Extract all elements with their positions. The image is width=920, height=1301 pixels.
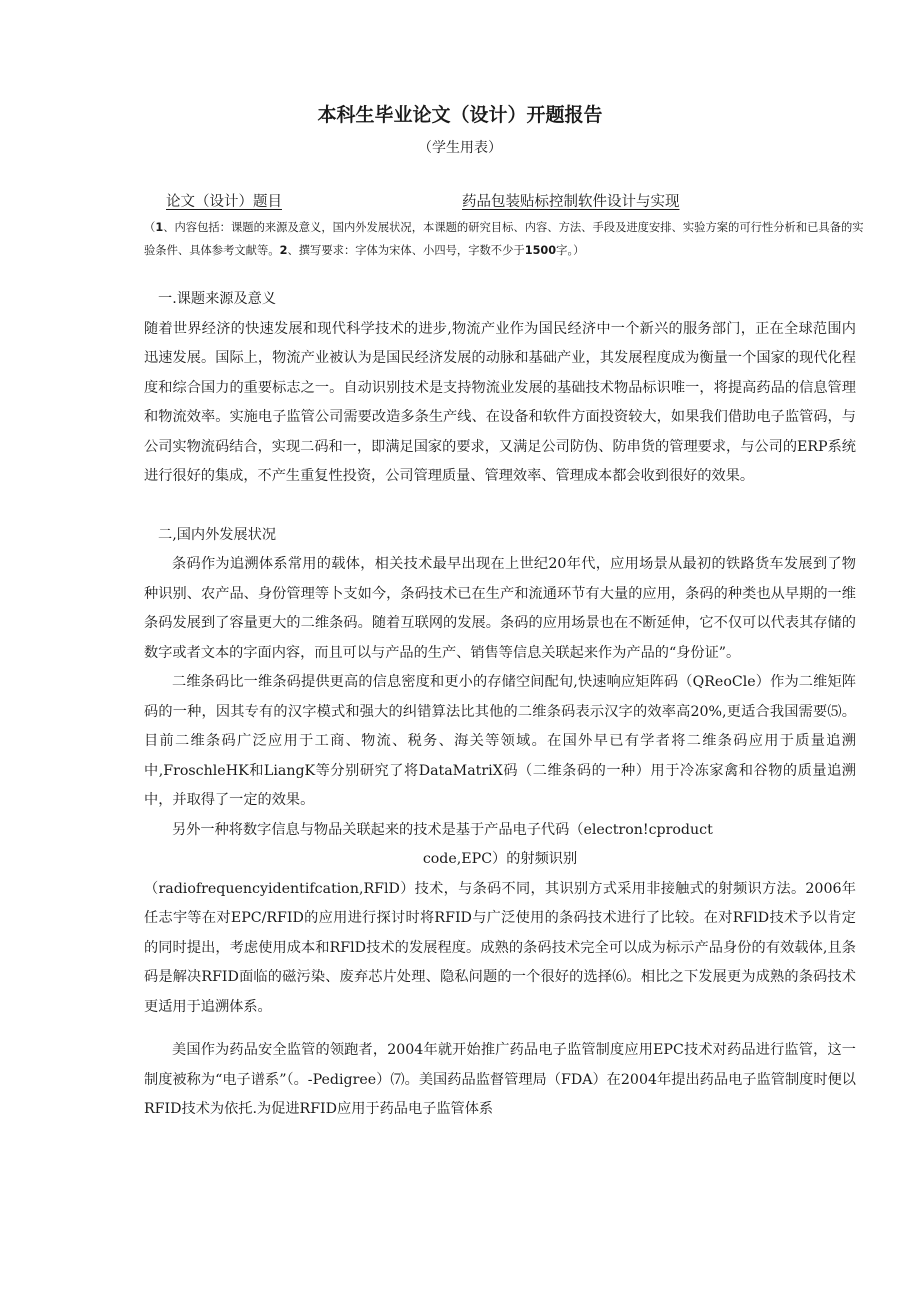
report-body <box>144 285 856 1125</box>
instructions-num-2: 2 <box>279 244 288 257</box>
instructions-text-1: 、内容包括：课题的来源及意义，国内外发展状况，本课题的研究目标、内容、方法、手段及进度安排、实验方案的可行性分析和已具备的实验条件、具体参考文献等。 <box>144 221 864 257</box>
section-1-heading: 一.课题来源及意义 <box>158 291 277 307</box>
instructions-text-2: 、撰写要求：字体为宋体、小四号，字数不少于 <box>287 244 525 257</box>
topic-row <box>166 190 866 212</box>
section-1-paragraph: 随着世界经济的快速发展和现代科学技术的进步,物流产业作为国民经济中一个新兴的服务部门，正在全球范围内迅速发展。国际上，物流产业被认为是国民经济发展的动脉和基础产业，其发展程度成为衡量一个国家的现代化程度和综合国力的重要标志之一。自动识别技术是支持物流业发展的基础技术物品标识唯一，将提高药品的信息管理和物流效率。实施电子监管公司需要改造多条生产线、在设备和软件方面投资较大，如果我们借助电子监管码，与公司实物流码结合，实现二码和一，即满足国家的要求，又满足公司防伪、防串货的管理要求，与公司的ERP系统进行很好的集成，不产生重复性投资，公司管理质量、管理效率、管理成本都会收到很好的效果。 <box>144 320 856 484</box>
page-subtitle: （学生用表） <box>418 140 502 156</box>
topic-label: 论文（设计）题目 <box>166 194 282 210</box>
instructions-num-1: 1 <box>155 221 164 234</box>
spacer <box>144 1022 856 1036</box>
instructions-suffix: 字。） <box>556 244 585 257</box>
section-2-heading: 二,国内外发展状况 <box>158 526 277 543</box>
instructions-prefix: （ <box>144 221 156 234</box>
section-2-paragraph-2: 二维条码比一维条码提供更高的信息密度和更小的存储空间配旬,快速响应矩阵码（QReoCle）作为二维矩阵码的一种，因其专有的汉字模式和强大的纠错算法比其他的二维条码表示汉字的效率高20%,更适合我国需要⑸。目前二维条码广泛应用于工商、物流、税务、海关等领域。在国外早已有学者将二维条码应用于质量追溯中,FroschleHK和LiangK等分别研究了将DataMatriX码（二维条码的一种）用于冷冻家禽和谷物的质量追溯中，并取得了一定的效果。 <box>144 674 856 808</box>
instructions-num-3: 1500 <box>524 244 557 257</box>
page-title: 本科生毕业论文（设计）开题报告 <box>317 104 603 126</box>
section-2-paragraph-3-line-1: 另外一种将数字信息与物品关联起来的技术是基于产品电子代码（electron!cproduct <box>172 821 713 838</box>
topic-value: 药品包装贴标控制软件设计与实现 <box>462 194 680 210</box>
section-2-paragraph-1: 条码作为追溯体系常用的载体，相关技术最早出现在上世纪20年代，应用场景从最初的铁路货车发展到了物种识别、农产品、身份管理等卜支如今，条码技术已在生产和流通环节有大量的应用，条码的种类也从早期的一维条码发展到了容量更大的二维条码。随着互联网的发展。条码的应用场景也在不断延伸，它不仅可以代表其存储的数字或者文本的字面内容，而且可以与产品的生产、销售等信息关联起来作为产品的“身份证”。 <box>144 556 856 661</box>
section-2-paragraph-3-rest: （radiofrequencyidentifcation,RFlD）技术，与条码不同，其识别方式采用非接触式的射频识方法。2006年任志宇等在对EPC/RFID的应用进行探讨时将RFID与广泛使用的条码技术进行了比较。在对RFlD技术予以肯定的同时提出，考虑使用成本和RFlD技术的发展程度。成熟的条码技术完全可以成为标示产品身份的有效载体,且条码是解决RFID面临的磁污染、废弃芯片处理、隐私问题的一个很好的选择⑹。相比之下发展更为成熟的条码技术更适用于追溯体系。 <box>144 880 856 1015</box>
section-2-paragraph-4: 美国作为药品安全监管的领跑者，2004年就开始推广药品电子监管制度应用EPC技术对药品进行监管，这一制度被称为“电子谱系”（。-Pedigree）⑺。美国药品监督管理局（FDA）在2004年提出药品电子监管制度时便以RFID技术为依托.为促进RFID应用于药品电子监管体系 <box>144 1042 856 1117</box>
instructions-note <box>144 216 864 262</box>
spacer <box>144 492 856 521</box>
section-2-paragraph-3-line-2: code,EPC）的射频识别 <box>422 851 578 867</box>
